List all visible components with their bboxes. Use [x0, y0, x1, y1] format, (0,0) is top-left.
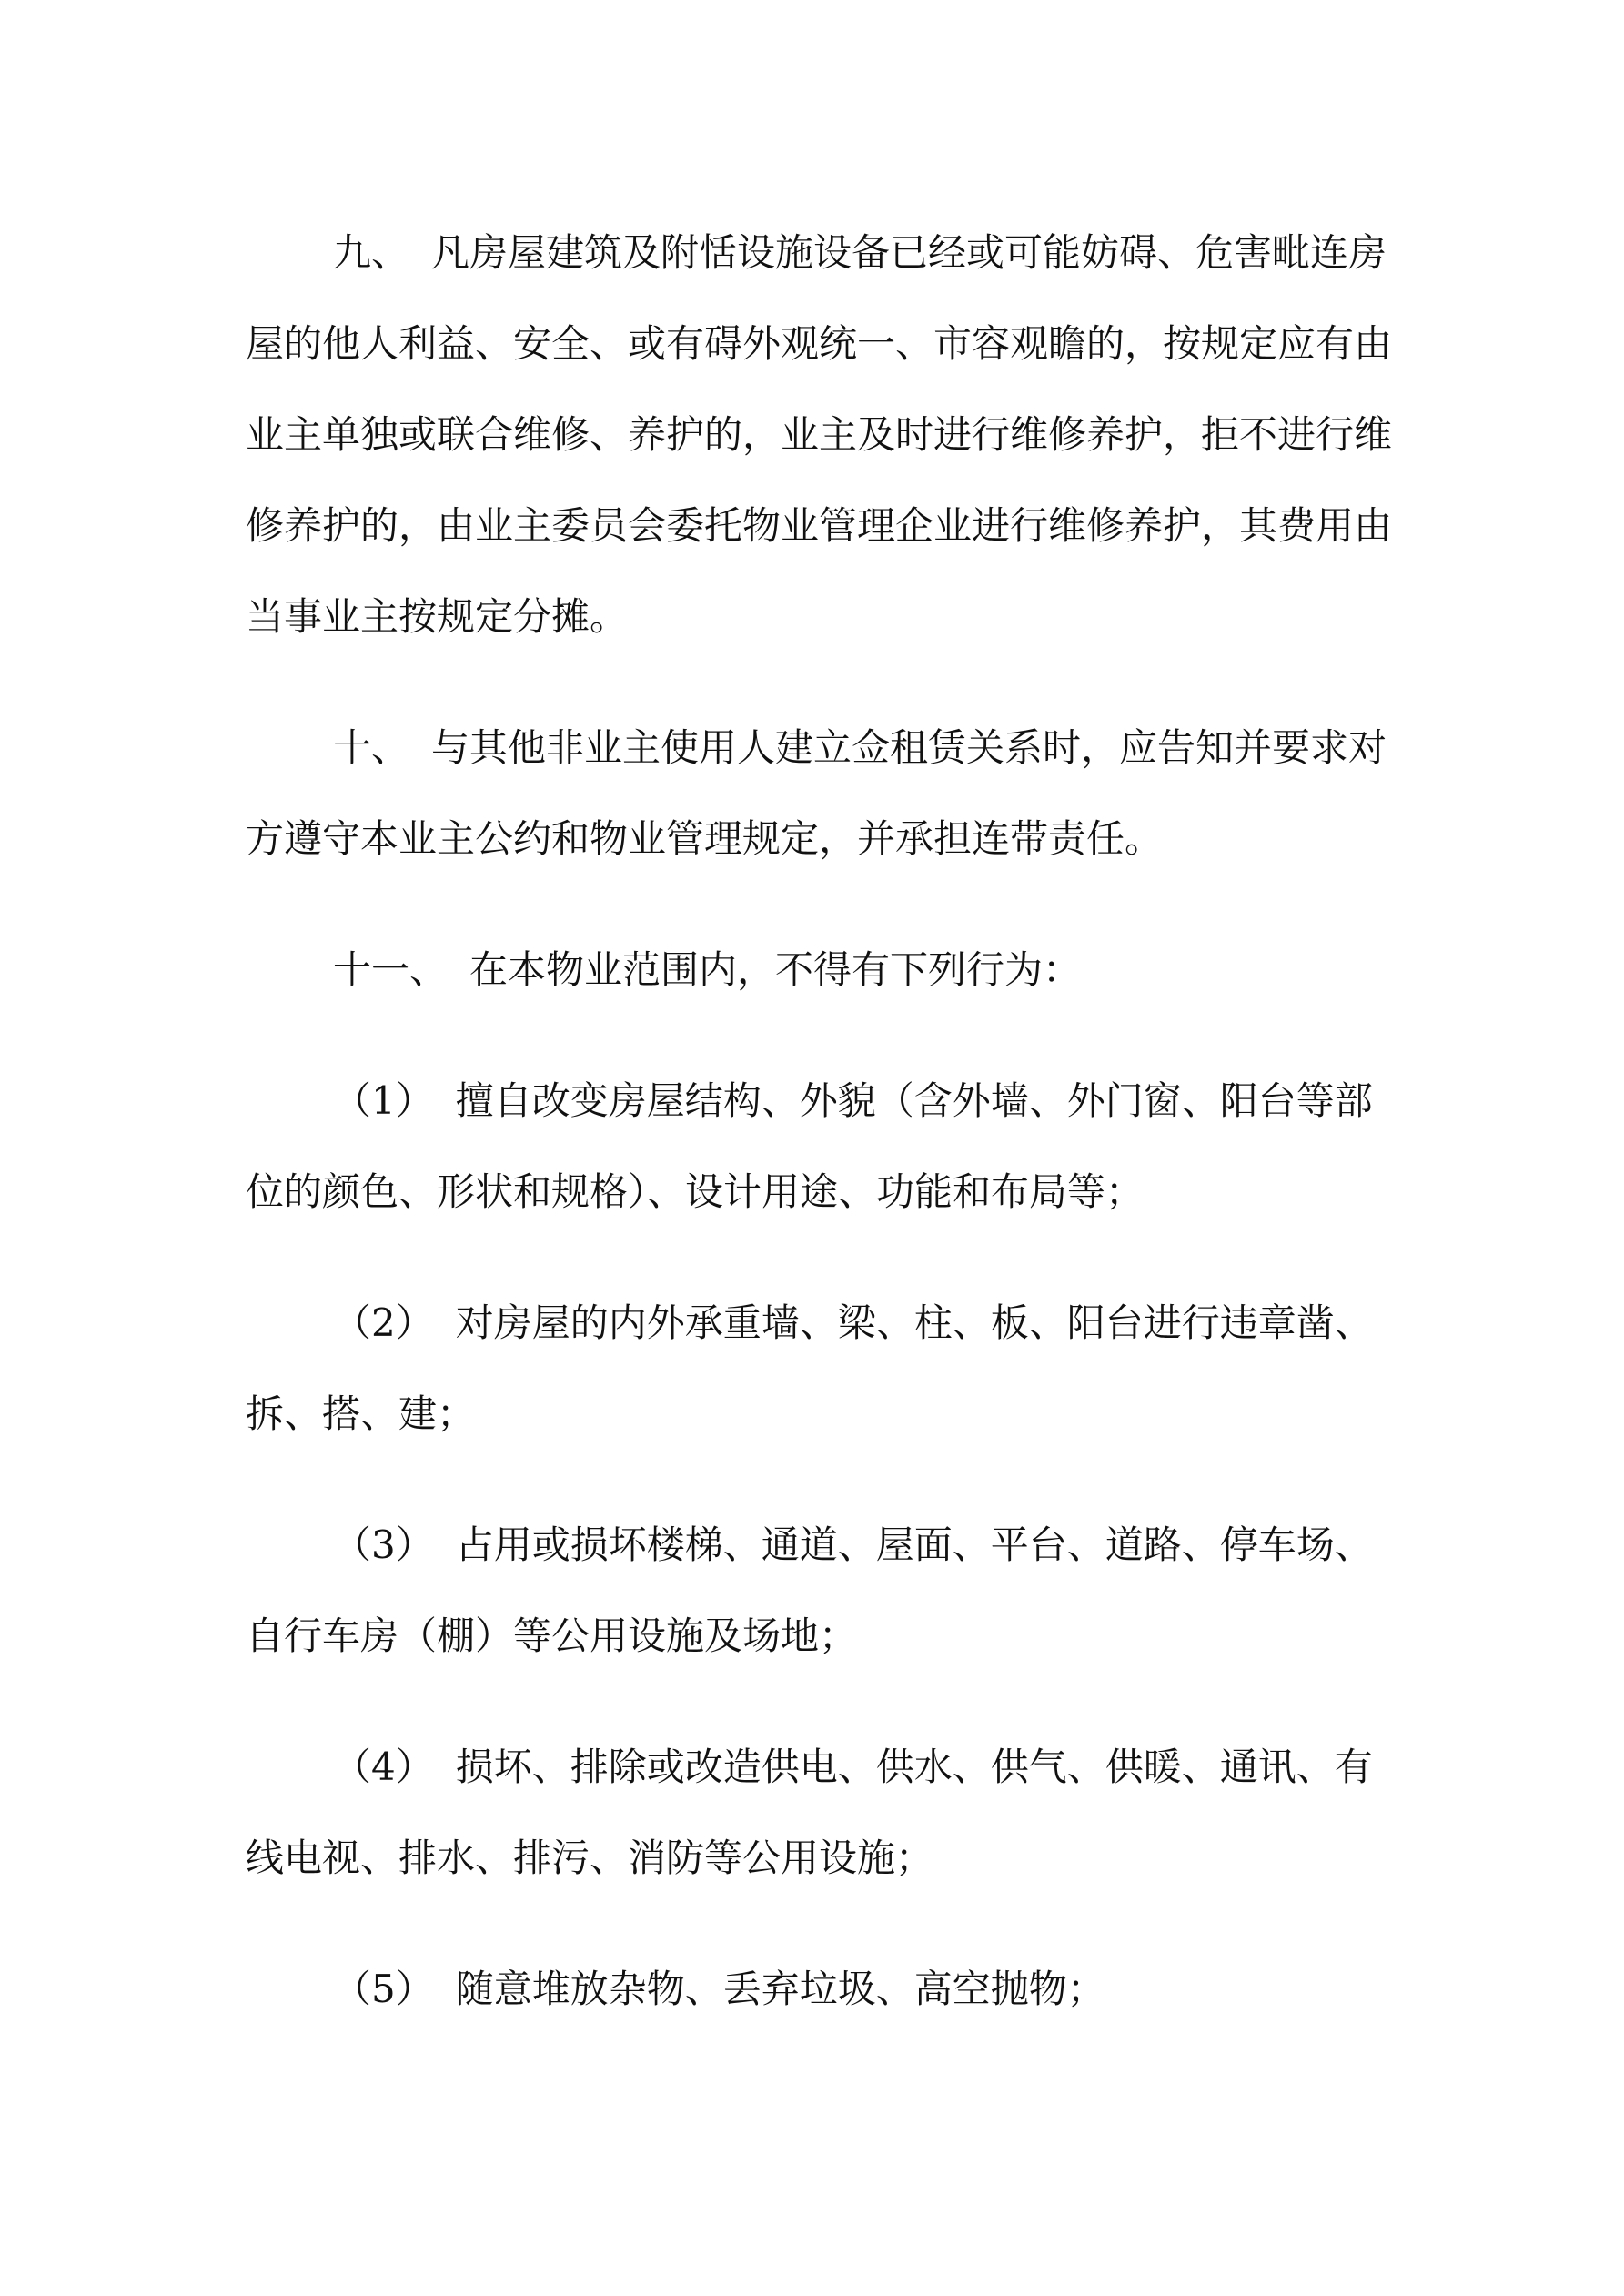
- paragraph-text: 凡房屋建筑及附恬设施设备已经或可能妨碍、危害毗连房: [431, 230, 1387, 275]
- list-item-text: 拆、搭、建；: [246, 1391, 476, 1436]
- list-item-4: [246, 1722, 1381, 1904]
- list-item-1: [246, 1056, 1381, 1238]
- paragraph-10: [246, 703, 1387, 885]
- paragraph-number: 九、: [333, 230, 410, 275]
- paragraph-text: 在本物业范围内，不得有下列行为：: [469, 947, 1082, 992]
- paragraph-text: 方遵守本业主公约和物业管理规定，并承担连带责任。: [246, 816, 1164, 861]
- list-item-text: 随意堆放杂物、丢弃垃圾、高空抛物；: [455, 1967, 1105, 2011]
- list-item-number: （3）: [333, 1522, 434, 1567]
- list-item-text: 损坏、排除或改造供电、供水、供气、供暖、通讯、有: [455, 1745, 1373, 1789]
- paragraph-11: [246, 925, 1381, 1016]
- paragraph-text: 当事业主按规定分摊。: [246, 594, 629, 639]
- list-item-2: [246, 1278, 1381, 1460]
- list-item-number: （1）: [333, 1078, 434, 1123]
- list-item-text: 线电视、排水、排污、消防等公用设施；: [246, 1836, 934, 1880]
- paragraph-text: 业主单独或联合维修、养护的，业主及时进行维修养护，拒不进行维: [246, 412, 1393, 457]
- paragraph-text: 与其他非业主使用人建立佥租赁关系时，应告知并要求对: [431, 725, 1387, 770]
- list-item-text: 对房屋的内外承重墙、梁、柱、板、阳台进行违章凿、: [455, 1300, 1373, 1345]
- list-item-text: 擅自改变房屋结构、外貌（含外墙、外门窗、阳台等部: [455, 1078, 1373, 1123]
- list-item-number: （4）: [333, 1745, 434, 1789]
- paragraph-9: [246, 207, 1393, 663]
- list-item-text: 占用或损坏楼梯、通道、屋面、平台、道路、停车场、: [455, 1522, 1373, 1567]
- list-item-text: 自行车房（棚）等公用设施及场地；: [246, 1613, 858, 1658]
- paragraph-text: 修养护的，由业主委员会委托物业管理企业进行维修养护，其费用由: [246, 503, 1393, 548]
- list-item-text: 位的颜色、形状和规格）、设计用途、功能和布局等；: [246, 1169, 1145, 1214]
- list-item-5: [246, 1944, 1381, 2035]
- paragraph-number: 十一、: [333, 947, 449, 992]
- paragraph-number: 十、: [333, 725, 410, 770]
- paragraph-text: 屋的他人利益、安全、或有碍外观统一、市容观瞻的，按规定应有由: [246, 321, 1393, 366]
- list-item-number: （2）: [333, 1300, 434, 1345]
- list-item-3: [246, 1500, 1381, 1682]
- list-item-number: （5）: [333, 1967, 434, 2011]
- document-page: [246, 207, 1393, 2035]
